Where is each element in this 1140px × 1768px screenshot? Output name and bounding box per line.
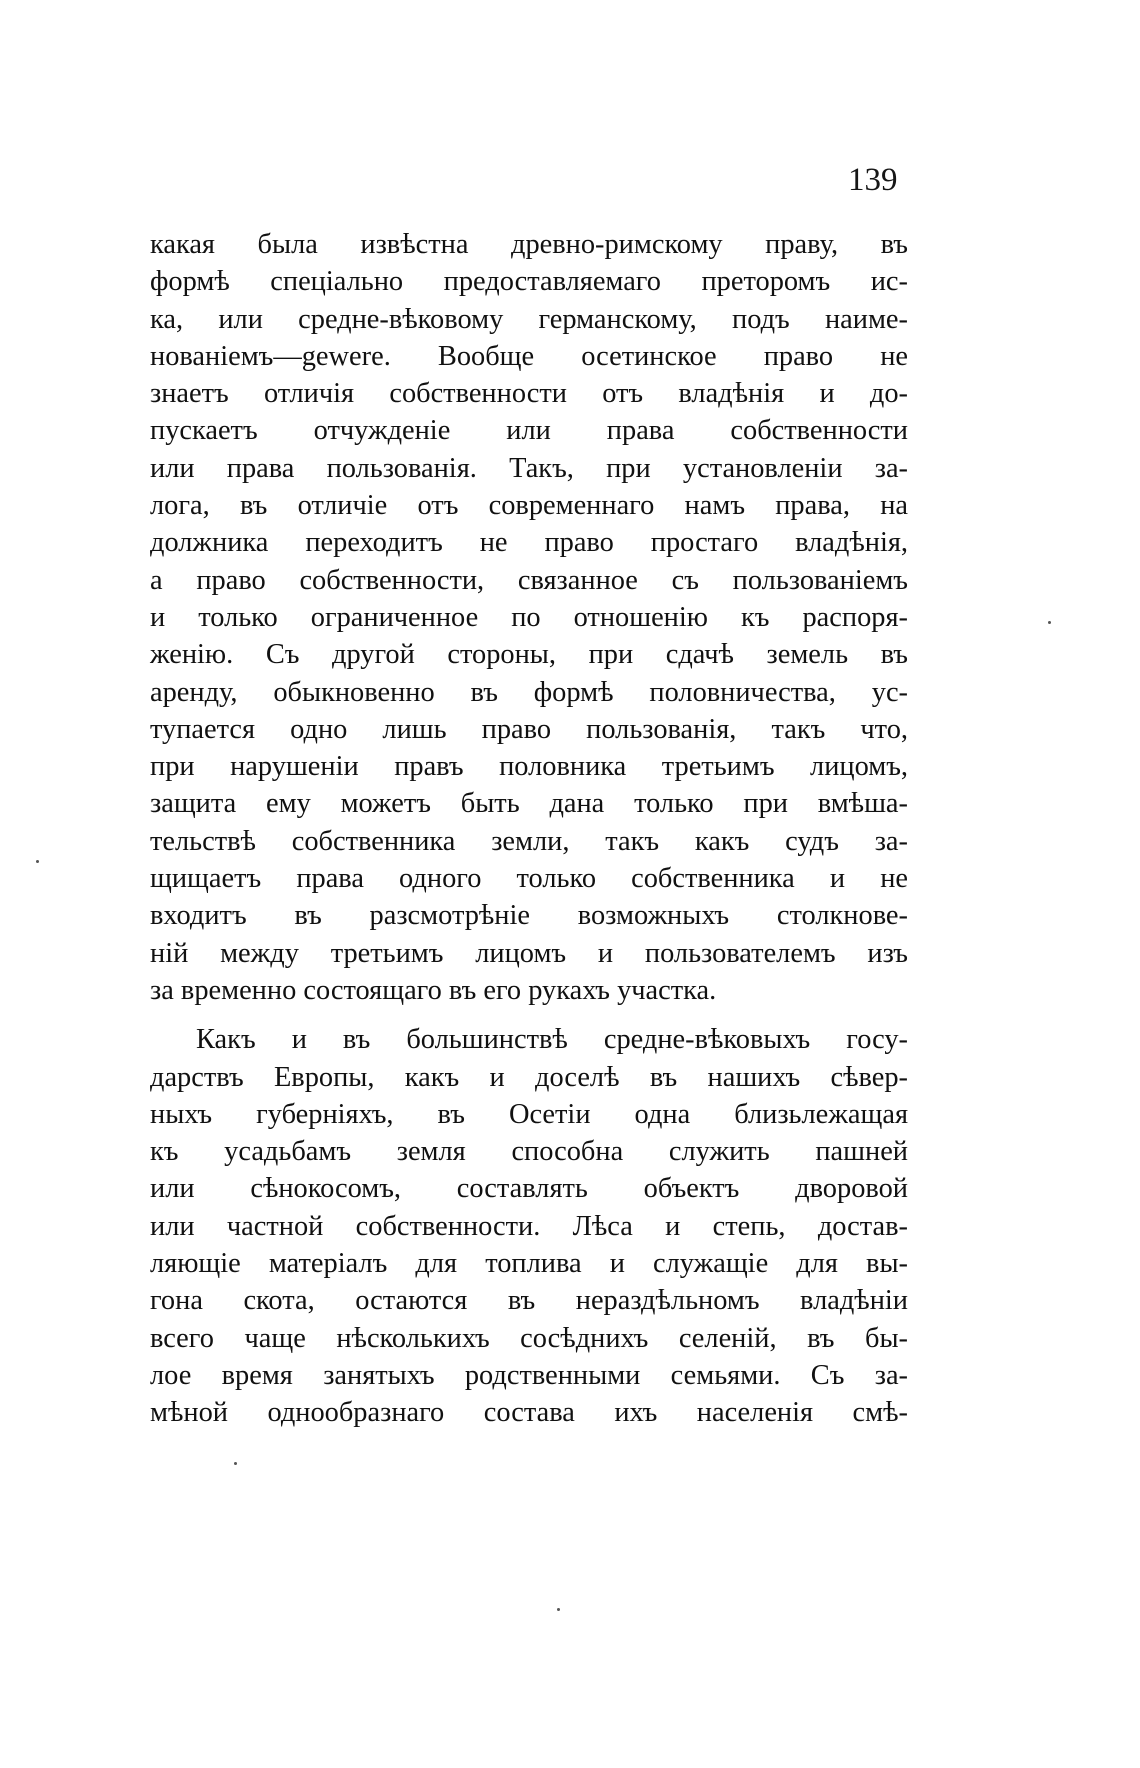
paragraph-gap [150, 1009, 908, 1021]
scan-speck [234, 1462, 237, 1465]
text-line: лога, въ отличіе отъ современнаго намъ права, на [150, 490, 908, 522]
paragraph-2 [150, 1021, 908, 1431]
text-line: лое время занятыхъ родственными семьями. Съ за- [150, 1359, 908, 1391]
scan-speck [1048, 621, 1051, 624]
text-line: Какъ и въ большинствѣ средне-вѣковыхъ госу- [196, 1024, 908, 1056]
text-line: тупается одно лишь право пользованія, такъ что, [150, 713, 908, 745]
text-line: должника переходитъ не право простаго владѣнія, [150, 527, 908, 559]
scan-speck [36, 860, 39, 863]
text-line: знаетъ отличія собственности отъ владѣнія и до- [150, 378, 908, 410]
text-line: формѣ спеціально предоставляемаго преторомъ ис- [150, 266, 908, 298]
text-line: и только ограниченное по отношенію къ распоря- [150, 601, 908, 633]
text-line: аренду, обыкновенно въ формѣ половничества, ус- [150, 676, 908, 708]
text-line: а право собственности, связанное съ пользованіемъ [150, 564, 908, 596]
text-line: ныхъ губерніяхъ, въ Осетіи одна близьлежащая [150, 1098, 908, 1130]
text-line: всего чаще нѣсколькихъ сосѣднихъ селеній, въ бы- [150, 1322, 908, 1354]
text-line: ляющіе матеріалъ для топлива и служащіе для вы- [150, 1248, 908, 1280]
text-line: какая была извѣстна древно-римскому праву, въ [150, 229, 908, 260]
text-line: пускаетъ отчужденіе или права собственности [150, 415, 908, 447]
page-number: 139 [848, 162, 898, 198]
text-line: гона скота, остаются въ нераздѣльномъ владѣніи [150, 1285, 908, 1317]
scan-speck [557, 1608, 560, 1611]
text-line: тельствѣ собственника земли, такъ какъ судъ за- [150, 825, 908, 857]
text-line: или частной собственности. Лѣса и степь, достав- [150, 1210, 908, 1242]
body-text [150, 226, 908, 1432]
text-line: нованіемъ—gewere. Вообще осетинское право не [150, 340, 908, 372]
text-line: при нарушеніи правъ половника третьимъ лицомъ, [150, 751, 908, 783]
text-line: щищаетъ права одного только собственника и не [150, 863, 908, 895]
text-line: дарствъ Европы, какъ и доселѣ въ нашихъ сѣвер- [150, 1061, 908, 1093]
text-line: или права пользованія. Такъ, при установленіи за- [150, 452, 908, 484]
text-line: ка, или средне-вѣковому германскому, подъ наиме- [150, 303, 908, 335]
text-line: или сѣнокосомъ, составлять объектъ дворовой [150, 1173, 908, 1205]
text-line: къ усадьбамъ земля способна служить пашней [150, 1136, 908, 1168]
text-line: мѣной однообразнаго состава ихъ населенія смѣ- [150, 1397, 908, 1429]
text-line: за временно состоящаго въ его рукахъ участка. [150, 974, 717, 1006]
text-line: входитъ въ разсмотрѣніе возможныхъ столкнове- [150, 900, 908, 932]
text-line: ній между третьимъ лицомъ и пользователемъ изъ [150, 937, 908, 969]
text-line: женію. Съ другой стороны, при сдачѣ земель въ [150, 639, 908, 671]
paragraph-1 [150, 226, 908, 1009]
text-line: защита ему можетъ быть дана только при вмѣша- [150, 788, 908, 820]
